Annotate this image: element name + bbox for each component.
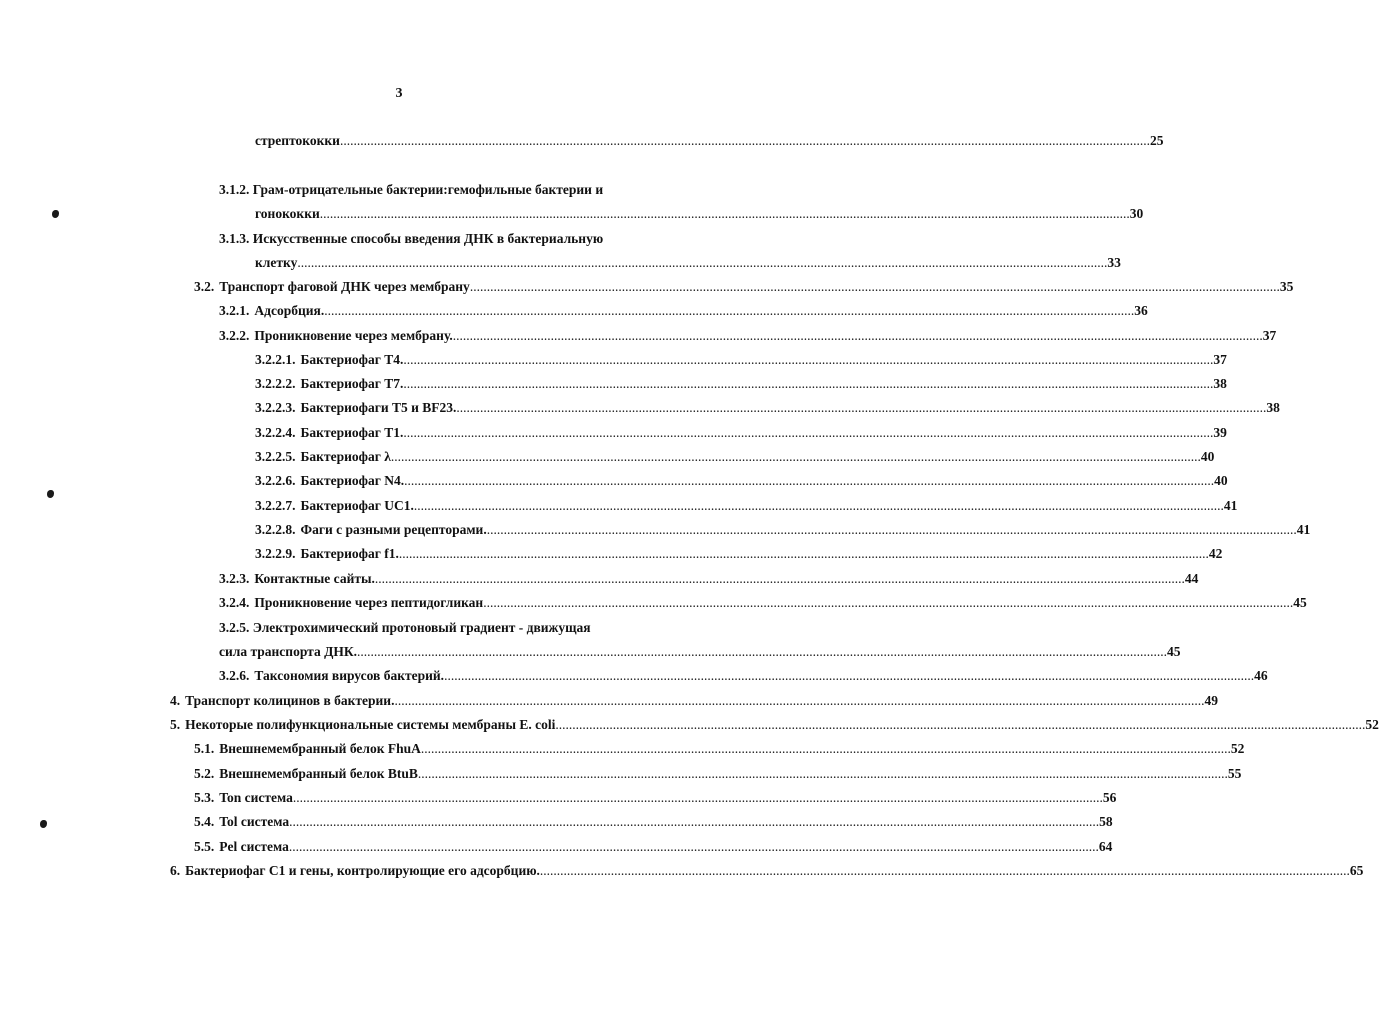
toc-entry-3-2[interactable] (194, 277, 1294, 297)
toc-entry-page: 38 (1266, 400, 1280, 415)
toc-entry-title: гонококки (255, 206, 320, 221)
toc-entry-3-2-4[interactable] (219, 593, 1307, 613)
toc-entry-page: 55 (1227, 766, 1242, 781)
toc-entry-page: 42 (1208, 546, 1223, 561)
toc-entry-5-2[interactable] (194, 764, 1242, 784)
toc-leader-dots (399, 544, 1209, 564)
toc-entry-title: Бактериофаг Т1. (300, 425, 404, 440)
toc-entry-title: Транспорт фаговой ДНК через мембрану (219, 279, 470, 294)
toc-entry-title: Бактериофаг Т4. (300, 352, 404, 367)
toc-entry-number: 5.1. (194, 741, 215, 756)
toc-entry-title: Некоторые полифункциональные системы мембраны E. coli (185, 717, 556, 732)
toc-entry-number: 3.2.2.8. (255, 522, 296, 537)
binder-hole-mark (47, 490, 54, 498)
toc-entry-title: Бактериофаг С1 и гены, контролирующие его адсорбцию. (185, 863, 540, 878)
toc-entry-page: 40 (1200, 449, 1215, 464)
toc-leader-dots (403, 374, 1213, 394)
toc-leader-dots (453, 326, 1263, 346)
toc-leader-dots (357, 642, 1167, 662)
toc-entry-title: Проникновение через пептидогликан (254, 595, 484, 610)
toc-entry-page: 45 (1167, 644, 1181, 659)
toc-entry-title: Проникновение через мембрану. (254, 328, 453, 343)
toc-leader-dots (540, 861, 1350, 881)
toc-leader-dots (403, 350, 1213, 370)
toc-entry-page: 46 (1254, 668, 1268, 683)
toc-entry-3-2-5-line2[interactable] (219, 642, 1181, 662)
toc-entry-number: 5.4. (194, 814, 215, 829)
toc-entry-3-2-2-4[interactable] (255, 423, 1227, 443)
toc-entry-3-2-2-2[interactable] (255, 374, 1227, 394)
toc-entry-number: 3.2.2.9. (255, 546, 296, 561)
toc-leader-dots (421, 739, 1231, 759)
toc-leader-dots (555, 715, 1365, 735)
toc-entry-number: 3.2.3. (219, 571, 250, 586)
toc-entry-title: Контактные сайты. (254, 571, 375, 586)
toc-entry-title: Ton система (219, 790, 293, 805)
toc-entry-3-2-6[interactable] (219, 666, 1268, 686)
toc-entry-number: 3.2.2.7. (255, 498, 296, 513)
toc-entry-page: 49 (1204, 693, 1218, 708)
toc-entry-page: 36 (1134, 303, 1148, 318)
toc-leader-dots (324, 301, 1134, 321)
toc-entry-3-2-2-7[interactable] (255, 496, 1238, 516)
toc-entry-number: 3.1.2. (219, 182, 250, 197)
toc-leader-dots (289, 812, 1099, 832)
toc-entry-number: 3.2.2.3. (255, 400, 296, 415)
toc-entry-page: 45 (1293, 595, 1307, 610)
toc-entry-title: Внешнемембранный белок BtuB (219, 766, 418, 781)
toc-entry-title: Фаги с разными рецепторами. (300, 522, 487, 537)
toc-entry-3-2-2-9[interactable] (255, 544, 1223, 564)
toc-entry-page: 38 (1213, 376, 1227, 391)
toc-entry-3-2-2[interactable] (219, 326, 1277, 346)
toc-entry-number: 3.2.2.6. (255, 473, 296, 488)
toc-entry-page: 41 (1296, 522, 1311, 537)
toc-entry-5-1[interactable] (194, 739, 1245, 759)
toc-entry-5-3[interactable] (194, 788, 1117, 808)
toc-entry-number: 3.2.2. (219, 328, 250, 343)
toc-entry-3-2-2-3[interactable] (255, 398, 1280, 418)
toc-entry-number: 3.2.1. (219, 303, 250, 318)
toc-entry-title: Адсорбция. (254, 303, 325, 318)
toc-leader-dots (320, 204, 1130, 224)
toc-entry-page: 37 (1262, 328, 1277, 343)
toc-entry-3-1-3-line1[interactable] (219, 229, 603, 249)
toc-entry-number: 6. (170, 863, 181, 878)
toc-leader-dots (394, 691, 1204, 711)
toc-entry-streptococci[interactable] (255, 131, 1164, 151)
toc-entry-3-2-2-8[interactable] (255, 520, 1311, 540)
toc-leader-dots (391, 447, 1201, 467)
toc-leader-dots (470, 277, 1280, 297)
toc-entry-page: 58 (1099, 814, 1113, 829)
toc-entry-title: Таксономия вирусов бактерий. (254, 668, 445, 683)
toc-leader-dots (375, 569, 1185, 589)
toc-entry-title: Транспорт колицинов в бактерии. (185, 693, 395, 708)
toc-entry-page: 25 (1149, 133, 1164, 148)
toc-entry-title: Бактериофаг λ (300, 449, 391, 464)
toc-entry-title: Внешнемембранный белок FhuA (219, 741, 421, 756)
toc-entry-title: Бактериофаг f1. (300, 546, 399, 561)
toc-entry-3-2-5-line1[interactable] (219, 618, 591, 638)
toc-entry-page: 41 (1223, 498, 1238, 513)
toc-entry-number: 3.2.2.4. (255, 425, 296, 440)
toc-entry-title: Бактериофаг N4. (300, 473, 405, 488)
toc-entry-3-1-2-line1[interactable] (219, 180, 603, 200)
toc-leader-dots (483, 593, 1293, 613)
toc-leader-dots (403, 423, 1213, 443)
toc-entry-number: 5.2. (194, 766, 215, 781)
toc-entry-page: 37 (1213, 352, 1227, 367)
toc-entry-title: Электрохимический протоновый градиент - движущая (252, 620, 591, 635)
toc-entry-page: 40 (1214, 473, 1228, 488)
toc-entry-title: Бактериофаг UC1. (300, 498, 414, 513)
toc-entry-3-1-3-line2[interactable] (255, 253, 1121, 273)
toc-leader-dots (293, 788, 1103, 808)
toc-leader-dots (487, 520, 1297, 540)
toc-leader-dots (414, 496, 1224, 516)
toc-entry-3-1-2-line2[interactable] (255, 204, 1144, 224)
toc-entry-number: 3.2.6. (219, 668, 250, 683)
toc-entry-number: 3.1.3. (219, 231, 250, 246)
toc-leader-dots (444, 666, 1254, 686)
toc-entry-title: Tol система (219, 814, 290, 829)
toc-entry-number: 3.2.2.5. (255, 449, 296, 464)
toc-entry-number: 3.2. (194, 279, 215, 294)
toc-entry-page: 65 (1349, 863, 1364, 878)
toc-entry-5-4[interactable] (194, 812, 1113, 832)
toc-entry-page: 35 (1279, 279, 1294, 294)
toc-entry-number: 3.2.4. (219, 595, 250, 610)
toc-leader-dots (418, 764, 1228, 784)
toc-entry-page: 52 (1230, 741, 1245, 756)
toc-entry-title: клетку (255, 255, 298, 270)
toc-entry-page: 39 (1213, 425, 1227, 440)
toc-leader-dots (289, 837, 1099, 857)
toc-entry-title: стрептококки (255, 133, 340, 148)
toc-entry-page: 33 (1107, 255, 1121, 270)
toc-entry-number: 5.5. (194, 839, 215, 854)
toc-entry-3-2-1[interactable] (219, 301, 1148, 321)
toc-entry-title: Искусственные способы введения ДНК в бактериальную (252, 231, 604, 246)
toc-entry-3-2-2-5[interactable] (255, 447, 1215, 467)
toc-entry-page: 52 (1365, 717, 1379, 732)
toc-entry-5-5[interactable] (194, 837, 1113, 857)
toc-entry-page: 44 (1184, 571, 1199, 586)
toc-entry-title: Бактериофаг Т7. (300, 376, 404, 391)
toc-leader-dots (456, 398, 1266, 418)
toc-entry-title: Грам-отрицательные бактерии:гемофильные бактерии и (252, 182, 604, 197)
toc-entry-4[interactable] (170, 691, 1218, 711)
toc-leader-dots (297, 253, 1107, 273)
toc-entry-number: 3.2.2.2. (255, 376, 296, 391)
toc-entry-number: 3.2.5. (219, 620, 250, 635)
toc-entry-3-2-3[interactable] (219, 569, 1199, 589)
toc-entry-page: 56 (1102, 790, 1117, 805)
toc-entry-page: 30 (1129, 206, 1144, 221)
binder-hole-mark (40, 820, 47, 828)
toc-entry-number: 5. (170, 717, 181, 732)
toc-entry-title: сила транспорта ДНК. (219, 644, 358, 659)
toc-entry-5[interactable] (170, 715, 1379, 735)
toc-leader-dots (404, 471, 1214, 491)
toc-entry-number: 3.2.2.1. (255, 352, 296, 367)
toc-entry-6[interactable] (170, 861, 1364, 881)
toc-entry-3-2-2-1[interactable] (255, 350, 1227, 370)
toc-leader-dots (340, 131, 1150, 151)
toc-entry-3-2-2-6[interactable] (255, 471, 1228, 491)
toc-entry-page: 64 (1098, 839, 1113, 854)
toc-entry-title: Бактериофаги Т5 и BF23. (300, 400, 457, 415)
toc-entry-number: 5.3. (194, 790, 215, 805)
toc-entry-number: 4. (170, 693, 181, 708)
page-number: 3 (395, 86, 403, 101)
toc-entry-title: Pel система (219, 839, 289, 854)
binder-hole-mark (52, 210, 59, 218)
